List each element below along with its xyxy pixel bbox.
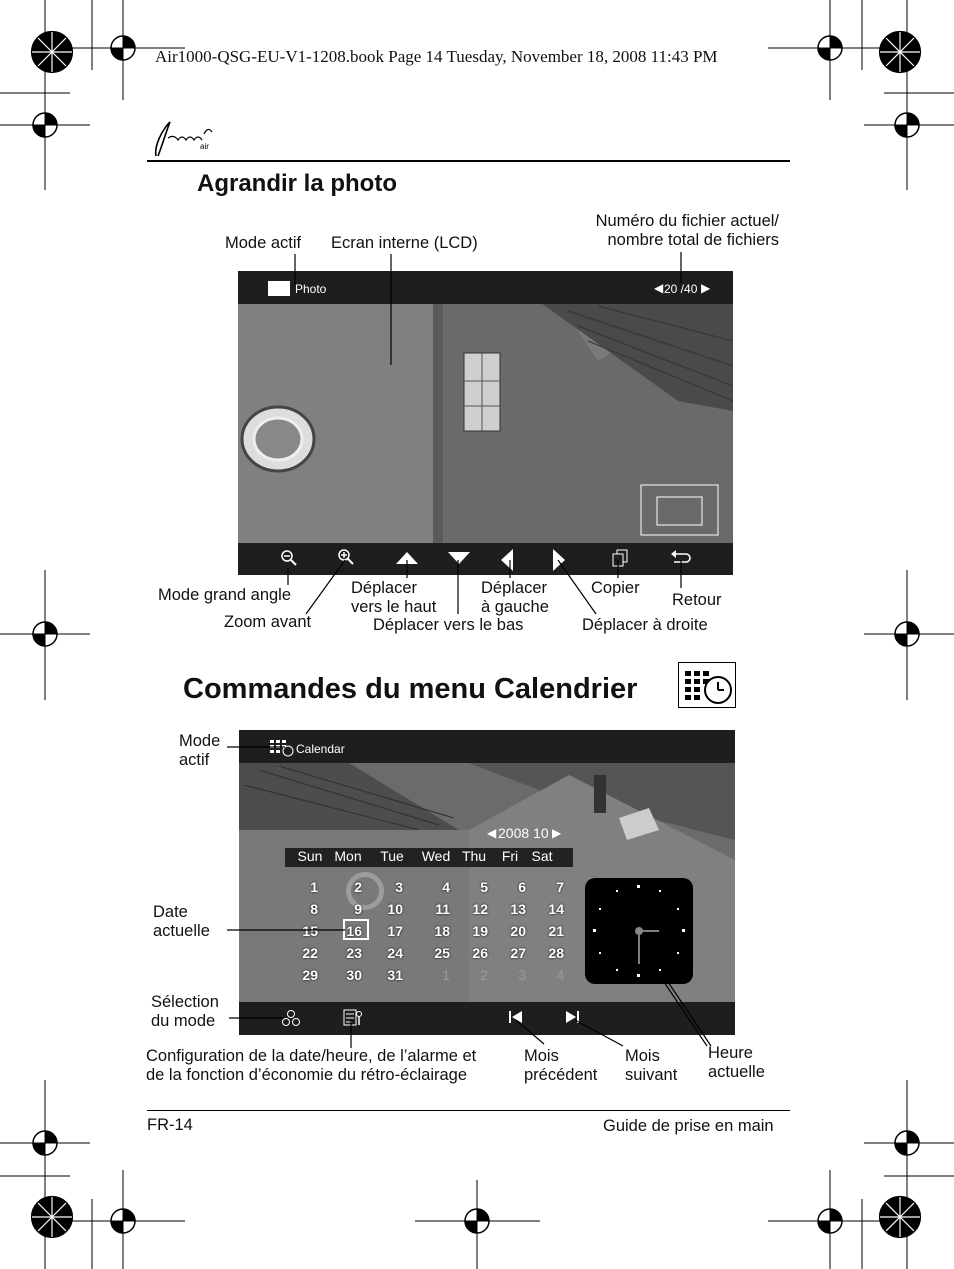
callout-date-actuelle-2: actuelle (153, 922, 210, 940)
weekday-header: Sun (297, 848, 323, 864)
calendar-day[interactable]: 5 (480, 879, 488, 895)
footer-page-number: FR-14 (147, 1116, 193, 1134)
calendar-day[interactable]: 18 (434, 923, 450, 939)
callout-deplacer-bas: Déplacer vers le bas (373, 616, 524, 634)
callout-ecran-interne: Ecran interne (LCD) (331, 234, 478, 252)
calendar-day-next-month[interactable]: 3 (518, 967, 526, 983)
weekday-header: Sat (531, 848, 553, 864)
callout-date-actuelle-1: Date (153, 903, 188, 921)
callout-zoom-avant: Zoom avant (224, 613, 312, 631)
callout-config-1: Configuration de la date/heure, de l’alarme et (146, 1047, 477, 1065)
callout-deplacer-droite: Déplacer à droite (582, 616, 708, 634)
calendar-day[interactable]: 9 (354, 901, 362, 917)
callout-selection-mode (151, 993, 219, 1031)
calendar-mode-label: Calendar (296, 742, 345, 756)
print-header: Air1000-QSG-EU-V1-1208.book Page 14 Tuesday, November 18, 2008 11:43 PM (155, 47, 718, 66)
calendar-day[interactable]: 30 (346, 967, 362, 983)
weekday-header: Mon (334, 848, 362, 864)
callout-mois-suiv-2: suivant (625, 1066, 678, 1084)
callout-mode-actif-2: actif (179, 751, 210, 769)
calendar-day[interactable]: 13 (510, 901, 526, 917)
calendar-day[interactable]: 4 (442, 879, 450, 895)
file-prev-arrow-icon[interactable]: ◀ (654, 281, 664, 295)
calendar-day[interactable]: 12 (472, 901, 488, 917)
callout-retour: Retour (672, 591, 722, 609)
callout-mois-suivant (625, 1047, 677, 1085)
callout-deplacer-haut (351, 579, 436, 617)
callout-deplacer-haut-1: Déplacer (351, 579, 418, 597)
callout-mois-prec-2: précédent (524, 1066, 598, 1084)
callout-selection-mode-1: Sélection (151, 993, 219, 1011)
footer-rule (147, 1110, 790, 1111)
calendar-prev-year-icon[interactable]: ◀ (487, 826, 497, 840)
callout-mode-actif-1: Mode (179, 732, 221, 750)
calendar-day-next-month[interactable]: 2 (480, 967, 488, 983)
callout-selection-mode-2: du mode (151, 1012, 216, 1030)
callout-copier: Copier (591, 579, 640, 597)
calendar-day[interactable]: 31 (387, 967, 403, 983)
calendar-day[interactable]: 27 (510, 945, 526, 961)
callout-mode-actif: Mode actif (225, 234, 302, 252)
calendar-day[interactable]: 6 (518, 879, 526, 895)
callout-date-actuelle (153, 903, 210, 941)
callout-heure-2: actuelle (708, 1063, 765, 1081)
calendar-day[interactable]: 15 (302, 923, 318, 939)
callout-numero-line1: Numéro du fichier actuel/ (595, 212, 779, 230)
footer-guide-title: Guide de prise en main (603, 1117, 774, 1135)
calendar-day-current[interactable]: 16 (346, 923, 362, 939)
calendar-leader-lines (0, 700, 954, 1100)
calendar-day[interactable]: 10 (387, 901, 403, 917)
callout-mois-precedent (524, 1047, 597, 1085)
callout-deplacer-gauche-1: Déplacer (481, 579, 548, 597)
calendar-day[interactable]: 20 (510, 923, 526, 939)
callout-deplacer-gauche (481, 579, 549, 617)
calendar-year-month: 2008 10 (498, 825, 549, 841)
photo-mode-label: Photo (295, 282, 327, 296)
calendar-day[interactable]: 2 (354, 879, 362, 895)
calendar-next-year-icon[interactable]: ▶ (552, 826, 562, 840)
callout-heure-1: Heure (708, 1044, 753, 1062)
weekday-header: Tue (380, 848, 404, 864)
calendar-day[interactable]: 19 (472, 923, 488, 939)
calendar-day[interactable]: 24 (387, 945, 403, 961)
calendar-day[interactable]: 22 (302, 945, 318, 961)
calendar-day[interactable]: 26 (472, 945, 488, 961)
calendar-day[interactable]: 8 (310, 901, 318, 917)
weekday-header: Wed (421, 848, 451, 864)
calendar-day[interactable]: 3 (395, 879, 403, 895)
file-next-arrow-icon[interactable]: ▶ (701, 281, 711, 295)
section-title-zoom: Agrandir la photo (197, 170, 397, 197)
callout-deplacer-gauche-2: à gauche (481, 598, 549, 616)
calendar-day[interactable]: 17 (387, 923, 403, 939)
file-counter: 20 /40 (664, 282, 698, 296)
calendar-day[interactable]: 29 (302, 967, 318, 983)
calendar-day[interactable]: 11 (435, 901, 450, 917)
calendar-day[interactable]: 25 (434, 945, 450, 961)
calendar-day[interactable]: 7 (556, 879, 564, 895)
calendar-day[interactable]: 23 (346, 945, 362, 961)
calendar-day[interactable]: 21 (548, 923, 564, 939)
callout-numero-line2: nombre total de fichiers (607, 231, 779, 249)
callout-heure-actuelle (708, 1044, 765, 1082)
callout-mois-prec-1: Mois (524, 1047, 559, 1065)
svg-text:air: air (200, 142, 209, 151)
section-title-calendar: Commandes du menu Calendrier (183, 673, 638, 705)
calendar-day[interactable]: 14 (548, 901, 564, 917)
weekday-header: Fri (501, 848, 519, 864)
calendar-day-next-month[interactable]: 1 (442, 967, 450, 983)
callout-mois-suiv-1: Mois (625, 1047, 660, 1065)
callout-mode-grand-angle: Mode grand angle (158, 586, 292, 604)
weekday-header: Thu (461, 848, 487, 864)
callout-configuration (146, 1047, 476, 1085)
calendar-day-next-month[interactable]: 4 (556, 967, 564, 983)
callout-deplacer-haut-2: vers le haut (351, 598, 437, 616)
calendar-day[interactable]: 28 (548, 945, 564, 961)
callout-mode-actif-cal (179, 732, 220, 770)
callout-config-2: de la fonction d’économie du rétro-éclairage (146, 1066, 468, 1084)
calendar-day[interactable]: 1 (310, 879, 318, 895)
